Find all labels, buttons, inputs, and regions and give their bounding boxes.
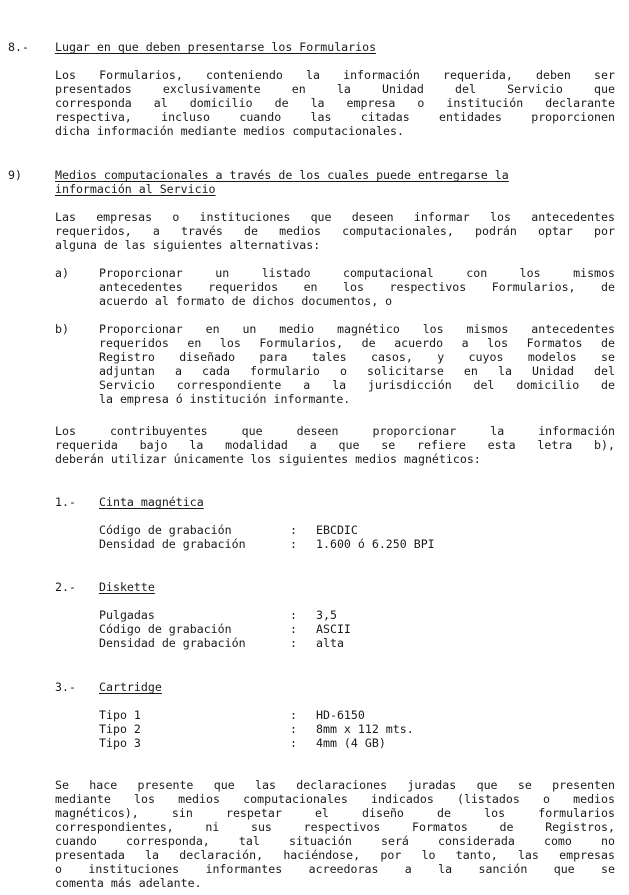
media-3-row-3-label: Tipo 3 (99, 736, 141, 750)
media-1-title: Cinta magnética (99, 495, 204, 509)
media-2-row-3-label: Densidad de grabación (99, 636, 246, 650)
media-3-row-3-value: 4mm (4 GB) (316, 736, 386, 750)
paragraph-line: adjuntan a cada formulario o solicitarse en la Unidad del (99, 364, 615, 378)
paragraph-line: presentados exclusivamente en la Unidad del Servicio que (55, 82, 615, 96)
media-2-row-2-value: ASCII (316, 622, 351, 636)
media-1-row-1-label: Código de grabación (99, 523, 232, 537)
paragraph-line: requerida bajo la modalidad a que se refiere esta letra b), (55, 438, 615, 452)
section-8-heading: Lugar en que deben presentarse los Formularios (55, 40, 377, 54)
paragraph-line: magnéticos), sin respetar el diseño de los formularios (55, 806, 615, 820)
section-9-heading-line-1: Medios computacionales a través de los cuales puede entregarse la (55, 168, 509, 182)
paragraph-line: acuerdo al formato de dichos documentos, o (99, 294, 393, 308)
media-1-row-1-sep: : (290, 523, 297, 537)
paragraph-line: Los Formularios, conteniendo la información requerida, deben ser (55, 68, 615, 82)
media-3-row-2-value: 8mm x 112 mts. (316, 722, 414, 736)
media-1-row-2-sep: : (290, 537, 297, 551)
paragraph-line: Los contribuyentes que deseen proporcionar la información (55, 424, 615, 438)
paragraph-line: deberán utilizar únicamente los siguientes medios magnéticos: (55, 452, 481, 466)
paragraph-line: antecedentes requeridos en los respectivos Formularios, de (99, 280, 615, 294)
paragraph-line: corresponda al domicilio de la empresa o institución declarante (55, 96, 615, 110)
media-3-row-2-sep: : (290, 722, 297, 736)
paragraph-line: mediante los medios computacionales indicados (listados o medios (55, 792, 615, 806)
paragraph-line: requeridos, a través de medios computacionales, podrán optar por (55, 224, 615, 238)
paragraph-line: requeridos en los Formularios, de acuerdo a los Formatos de (99, 336, 615, 350)
media-2-row-1-sep: : (290, 608, 297, 622)
media-2-row-1-value: 3,5 (316, 608, 337, 622)
paragraph-line: comenta más adelante. (55, 876, 202, 890)
option-b-label: b) (55, 322, 69, 336)
paragraph-line: Proporcionar en un medio magnético los mismos antecedentes (99, 322, 615, 336)
paragraph-line: Las empresas o instituciones que deseen informar los antecedentes (55, 210, 615, 224)
media-2-title: Diskette (99, 580, 155, 594)
paragraph-line: respectiva, incluso cuando las citadas entidades proporcionen (55, 110, 615, 124)
media-2-row-1-label: Pulgadas (99, 608, 155, 622)
paragraph-line: la empresa ó institución informante. (99, 392, 351, 406)
section-9-number: 9) (8, 168, 22, 182)
media-3-row-1-value: HD-6150 (316, 708, 365, 722)
media-2-number: 2.- (55, 580, 76, 594)
media-3-title: Cartridge (99, 680, 162, 694)
section-9-heading-line-2: información al Servicio (55, 182, 216, 196)
paragraph-line: Se hace presente que las declaraciones juradas que se presenten (55, 778, 615, 792)
media-3-number: 3.- (55, 680, 76, 694)
media-3-row-1-sep: : (290, 708, 297, 722)
media-3-row-1-label: Tipo 1 (99, 708, 141, 722)
paragraph-line: cuando corresponda, tal situación será considerada como no (55, 834, 615, 848)
media-2-row-3-value: alta (316, 636, 344, 650)
media-2-row-2-sep: : (290, 622, 297, 636)
paragraph-line: alguna de las siguientes alternativas: (55, 238, 321, 252)
media-1-row-2-value: 1.600 ó 6.250 BPI (316, 537, 435, 551)
paragraph-line: Servicio correspondiente a la jurisdicción del domicilio de (99, 378, 615, 392)
section-8-number: 8.- (8, 40, 29, 54)
media-1-row-2-label: Densidad de grabación (99, 537, 246, 551)
paragraph-line: dicha información mediante medios computacionales. (55, 124, 405, 138)
option-a-label: a) (55, 266, 69, 280)
paragraph-line: Proporcionar un listado computacional con los mismos (99, 266, 615, 280)
media-3-row-3-sep: : (290, 736, 297, 750)
media-3-row-2-label: Tipo 2 (99, 722, 141, 736)
paragraph-line: o instituciones informantes acreedoras a la sanción que se (55, 862, 615, 876)
media-1-row-1-value: EBCDIC (316, 523, 358, 537)
paragraph-line: Registro diseñado para tales casos, y cuyos modelos se (99, 350, 615, 364)
media-1-number: 1.- (55, 495, 76, 509)
media-2-row-2-label: Código de grabación (99, 622, 232, 636)
paragraph-line: correspondientes, ni sus respectivos Formatos de Registros, (55, 820, 615, 834)
paragraph-line: presentada la declaración, haciéndose, por lo tanto, las empresas (55, 848, 615, 862)
media-2-row-3-sep: : (290, 636, 297, 650)
